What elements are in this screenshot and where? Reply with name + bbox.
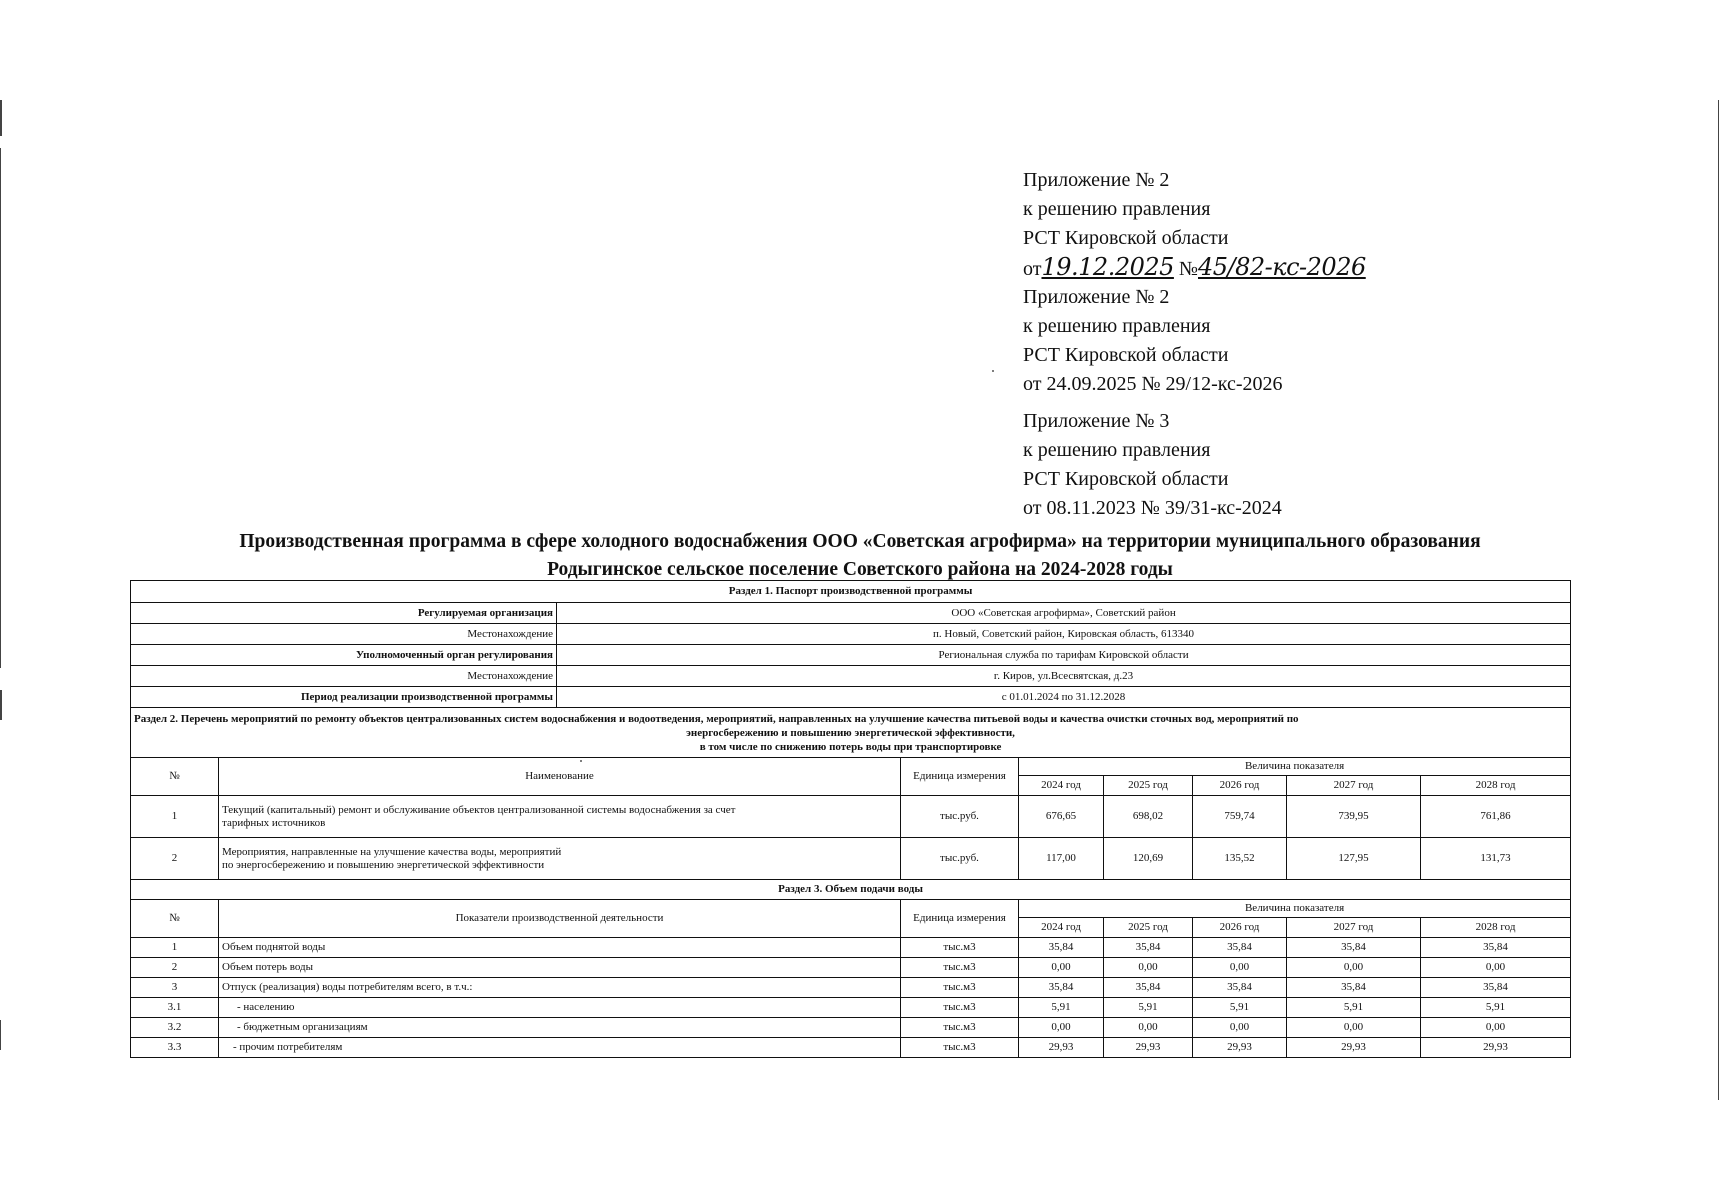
- value-cell: 0,00: [1421, 1018, 1571, 1038]
- passport-value: с 01.01.2024 по 31.12.2028: [557, 687, 1571, 708]
- row-number: 1: [131, 938, 219, 958]
- value-cell: 0,00: [1287, 1018, 1421, 1038]
- date-prefix: от: [1023, 258, 1042, 280]
- appendix-line: Приложение № 2: [1023, 286, 1170, 308]
- section3-header-row: [131, 900, 1571, 918]
- value-cell: 117,00: [1019, 838, 1104, 880]
- unit-cell: тыс.м3: [901, 1018, 1019, 1038]
- value-cell: 131,73: [1421, 838, 1571, 880]
- year-header: 2024 год: [1019, 918, 1104, 938]
- passport-row: [131, 645, 1571, 666]
- col-unit-header: Единица измерения: [901, 900, 1019, 938]
- passport-value: п. Новый, Советский район, Кировская область, 613340: [557, 624, 1571, 645]
- year-header: 2026 год: [1193, 918, 1287, 938]
- row-number: 3.2: [131, 1018, 219, 1038]
- passport-row: [131, 603, 1571, 624]
- volume-row: [131, 1018, 1571, 1038]
- value-cell: 29,93: [1193, 1038, 1287, 1058]
- handwritten-date: 19.12.2025: [1041, 253, 1174, 281]
- value-cell: 5,91: [1287, 998, 1421, 1018]
- scan-margin-mark: [1718, 100, 1719, 1100]
- value-cell: 35,84: [1421, 978, 1571, 998]
- year-header: 2028 год: [1421, 918, 1571, 938]
- passport-value: Региональная служба по тарифам Кировской области: [557, 645, 1571, 666]
- value-cell: 35,84: [1287, 978, 1421, 998]
- row-number: 2: [131, 958, 219, 978]
- value-cell: 35,84: [1104, 938, 1193, 958]
- appendix-line: РСТ Кировской области: [1023, 227, 1229, 249]
- unit-cell: тыс.м3: [901, 998, 1019, 1018]
- value-cell: 35,84: [1104, 978, 1193, 998]
- production-program-table: [130, 580, 1571, 1058]
- value-cell: 739,95: [1287, 796, 1421, 838]
- measure-name-line-1: Мероприятия, направленные на улучшение качества воды, мероприятий: [222, 845, 562, 858]
- section2-heading-line-3: в том числе по снижению потерь воды при транспортировке: [699, 740, 1002, 753]
- scan-margin-mark: [0, 1020, 1, 1050]
- row-number: 3.1: [131, 998, 219, 1018]
- appendix-block-2: [1023, 283, 1443, 399]
- appendix-line: РСТ Кировской области: [1023, 344, 1229, 366]
- unit-cell: тыс.м3: [901, 938, 1019, 958]
- appendix-line: Приложение № 2: [1023, 169, 1170, 191]
- section2-heading-row: [131, 708, 1571, 758]
- appendix-block-3: [1023, 407, 1443, 523]
- value-cell: 35,84: [1287, 938, 1421, 958]
- value-cell: 0,00: [1019, 958, 1104, 978]
- value-cell: 120,69: [1104, 838, 1193, 880]
- section1-heading-row: [131, 581, 1571, 603]
- value-cell: 0,00: [1287, 958, 1421, 978]
- col-value-header: Величина показателя: [1019, 900, 1571, 918]
- title-line-1: Производственная программа в сфере холодного водоснабжения ООО «Советская агрофирма» на территории муниципального образования: [239, 531, 1481, 552]
- indicator-name: - населению: [219, 998, 901, 1018]
- scan-dot: [992, 370, 994, 372]
- section2-heading: [131, 708, 1571, 758]
- value-cell: 127,95: [1287, 838, 1421, 880]
- measure-row: [131, 796, 1571, 838]
- indicator-name: Объем потерь воды: [219, 958, 901, 978]
- document-title: [130, 528, 1590, 584]
- measure-row: [131, 838, 1571, 880]
- value-cell: 29,93: [1019, 1038, 1104, 1058]
- appendix-line: к решению правления: [1023, 315, 1211, 337]
- value-cell: 0,00: [1193, 958, 1287, 978]
- scan-margin-mark: [0, 100, 2, 136]
- value-cell: 0,00: [1019, 1018, 1104, 1038]
- appendix-line: к решению правления: [1023, 198, 1211, 220]
- value-cell: 29,93: [1421, 1038, 1571, 1058]
- value-cell: 5,91: [1421, 998, 1571, 1018]
- year-header: 2025 год: [1104, 776, 1193, 796]
- col-no-header: №: [131, 900, 219, 938]
- passport-label: Уполномоченный орган регулирования: [131, 645, 557, 666]
- passport-value: ООО «Советская агрофирма», Советский район: [557, 603, 1571, 624]
- unit-cell: тыс.м3: [901, 978, 1019, 998]
- col-no-header: №: [131, 758, 219, 796]
- passport-row: [131, 666, 1571, 687]
- value-cell: 35,84: [1019, 978, 1104, 998]
- value-cell: 0,00: [1421, 958, 1571, 978]
- unit-cell: тыс.м3: [901, 1038, 1019, 1058]
- row-number: 2: [131, 838, 219, 880]
- unit-cell: тыс.руб.: [901, 796, 1019, 838]
- volume-row: [131, 1038, 1571, 1058]
- col-name-header: Наименование: [219, 758, 901, 796]
- col-value-header: Величина показателя: [1019, 758, 1571, 776]
- unit-cell: тыс.руб.: [901, 838, 1019, 880]
- section1-heading: Раздел 1. Паспорт производственной программы: [131, 581, 1571, 603]
- year-header: 2026 год: [1193, 776, 1287, 796]
- value-cell: 0,00: [1104, 1018, 1193, 1038]
- scan-margin-mark: [0, 690, 2, 720]
- passport-label: Местонахождение: [131, 624, 557, 645]
- row-number: 3.3: [131, 1038, 219, 1058]
- measure-name-line-2: по энергосбережению и повышению энергетической эффективности: [222, 858, 545, 871]
- passport-label: Период реализации производственной программы: [131, 687, 557, 708]
- indicator-name: Отпуск (реализация) воды потребителям всего, в т.ч.:: [219, 978, 901, 998]
- unit-cell: тыс.м3: [901, 958, 1019, 978]
- measure-name: [219, 838, 901, 880]
- year-header: 2025 год: [1104, 918, 1193, 938]
- measure-name-line-2: тарифных источников: [222, 816, 326, 829]
- appendix-line: от 24.09.2025 № 29/12-кс-2026: [1023, 373, 1283, 395]
- indicator-name: Объем поднятой воды: [219, 938, 901, 958]
- volume-row: [131, 978, 1571, 998]
- indicator-name: - бюджетным организациям: [219, 1018, 901, 1038]
- appendix-line: Приложение № 3: [1023, 410, 1170, 432]
- year-header: 2027 год: [1287, 776, 1421, 796]
- value-cell: 698,02: [1104, 796, 1193, 838]
- year-header: 2024 год: [1019, 776, 1104, 796]
- value-cell: 135,52: [1193, 838, 1287, 880]
- passport-label: Местонахождение: [131, 666, 557, 687]
- value-cell: 5,91: [1193, 998, 1287, 1018]
- value-cell: 761,86: [1421, 796, 1571, 838]
- passport-row: [131, 687, 1571, 708]
- passport-value: г. Киров, ул.Всесвятская, д.23: [557, 666, 1571, 687]
- value-cell: 29,93: [1104, 1038, 1193, 1058]
- value-cell: 5,91: [1019, 998, 1104, 1018]
- value-cell: 35,84: [1421, 938, 1571, 958]
- row-number: 1: [131, 796, 219, 838]
- indicator-name: - прочим потребителям: [219, 1038, 901, 1058]
- value-cell: 35,84: [1019, 938, 1104, 958]
- appendix-line: к решению правления: [1023, 439, 1211, 461]
- measure-name: [219, 796, 901, 838]
- section3-heading-row: [131, 880, 1571, 900]
- section2-header-row: [131, 758, 1571, 776]
- title-line-2: Родыгинское сельское поселение Советского района на 2024-2028 годы: [547, 559, 1173, 580]
- passport-row: [131, 624, 1571, 645]
- section2-heading-line-1: Раздел 2. Перечень мероприятий по ремонту объектов централизованных систем водоснабжения и водоотведения, мероприятий, направленных на улучшение качества питьевой воды и качества очистки сточных вод, мероприятий по: [134, 712, 1299, 725]
- appendix-line: РСТ Кировской области: [1023, 468, 1229, 490]
- value-cell: 35,84: [1193, 978, 1287, 998]
- value-cell: 759,74: [1193, 796, 1287, 838]
- value-cell: 676,65: [1019, 796, 1104, 838]
- year-header: 2028 год: [1421, 776, 1571, 796]
- appendix-line: от 08.11.2023 № 39/31-кс-2024: [1023, 497, 1282, 519]
- volume-row: [131, 938, 1571, 958]
- value-cell: 0,00: [1193, 1018, 1287, 1038]
- value-cell: 29,93: [1287, 1038, 1421, 1058]
- year-header: 2027 год: [1287, 918, 1421, 938]
- col-unit-header: Единица измерения: [901, 758, 1019, 796]
- volume-row: [131, 998, 1571, 1018]
- number-prefix: №: [1178, 258, 1198, 280]
- col-name-header: Показатели производственной деятельности: [219, 900, 901, 938]
- value-cell: 0,00: [1104, 958, 1193, 978]
- appendix-block-1: [1023, 166, 1443, 284]
- passport-label: Регулируемая организация: [131, 603, 557, 624]
- handwritten-number: 45/82-кс-2026: [1198, 253, 1366, 281]
- row-number: 3: [131, 978, 219, 998]
- section3-heading: Раздел 3. Объем подачи воды: [131, 880, 1571, 900]
- measure-name-line-1: Текущий (капитальный) ремонт и обслуживание объектов централизованной системы водоснабжения за счет: [222, 803, 736, 816]
- section2-heading-line-2: энергосбережению и повышению энергетической эффективности,: [686, 726, 1015, 739]
- value-cell: 5,91: [1104, 998, 1193, 1018]
- volume-row: [131, 958, 1571, 978]
- value-cell: 35,84: [1193, 938, 1287, 958]
- scan-margin-mark: [0, 148, 1, 668]
- appendix-date-line: [1023, 253, 1443, 284]
